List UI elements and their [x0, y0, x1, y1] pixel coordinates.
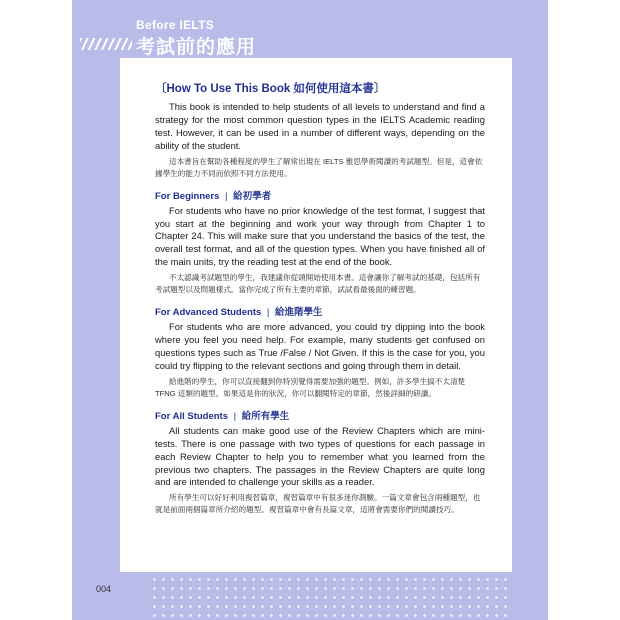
section-heading-zh: 給進階學生 — [275, 307, 323, 319]
section-beginners — [155, 188, 485, 297]
section-heading-separator: | — [225, 190, 228, 202]
decorative-stripes — [80, 38, 132, 50]
intro-paragraph-zh: 這本書旨在幫助各種程度的學生了解常出現在 IELTS 雅思學術閱讀的考試題型。但是，這會依據學生的能力不同而依照不同方法使用。 — [155, 156, 483, 178]
header-title-zh: 考試前的應用 — [136, 37, 257, 58]
section-heading-zh: 給初學者 — [233, 190, 272, 202]
section-body-en: For students who are more advanced, you could try dipping into the book where you feel you need help. For example, many students get confused on questions types such as True /False / Not Given. If this is the case for you, you could try flipping to the relevant sections and going through them in detail. — [155, 321, 485, 371]
intro-paragraph-en: This book is intended to help students of all levels to understand and find a strategy for the most common question types in the IELTS Academic reading test. However, it can be used in a number of different ways, depending on the ability of the student. — [155, 101, 485, 151]
decorative-dots — [150, 566, 510, 620]
section-heading-en: For All Students — [155, 410, 229, 422]
section-all-students — [155, 408, 485, 517]
section-body-zh: 不太認識考試題型的學生，我建議你從頭開始使用本書。這會讓你了解考試的基礎，包括所有考試題型以及問題樣式。當你完成了所有主要的章節，試試看最後面的練習題。 — [155, 273, 481, 295]
section-heading — [155, 408, 485, 422]
section-heading — [155, 188, 485, 202]
section-body-zh: 所有學生可以好好利用複習篇章，複習篇章中有很多迷你測驗。一篇文章會包含兩種題型，也就是前面兩個篇章所介紹的題型。複習篇章中會有長篇文章，這將會需要你們的閱讀技巧。 — [155, 493, 481, 515]
section-heading — [155, 304, 485, 318]
section-advanced — [155, 304, 485, 400]
main-title: 〔How To Use This Book 如何使用這本書〕 — [155, 83, 386, 95]
section-heading-en: For Beginners — [155, 190, 220, 202]
page-content — [155, 80, 485, 516]
section-heading-en: For Advanced Students — [155, 307, 262, 319]
section-body-en: All students can make good use of the Review Chapters which are mini-tests. There is one passage with two types of questions for each passage in each Review Chapter to help you to remember what you learned from the previous two chapters. The passages in the Review Chapters are quite long and are intended to challenge your skills as a reader. — [155, 424, 485, 488]
header-title-en: Before IELTS — [136, 18, 215, 32]
section-heading-separator: | — [233, 410, 237, 422]
page-number: 004 — [96, 584, 112, 594]
section-body-zh: 給進階的學生，你可以直接翻到你特別覺得需要加強的題型。例如，許多學生搞不太清楚 TFNG 這類的題型。如果這是你的狀況，你可以翻閱特定的章節，然後詳細的研讀。 — [155, 376, 466, 398]
section-heading-separator: | — [266, 307, 270, 319]
section-body-en: For students who have no prior knowledge of the test format, I suggest that you start at the beginning and work your way through from Chapter 1 to Chapter 24. This will make sure that you understand the basics of the test, the overall test format, and all of the question types. When you have finished all of the main units, try the reading test at the end of the book. — [155, 204, 485, 268]
section-heading-zh: 給所有學生 — [241, 410, 290, 422]
